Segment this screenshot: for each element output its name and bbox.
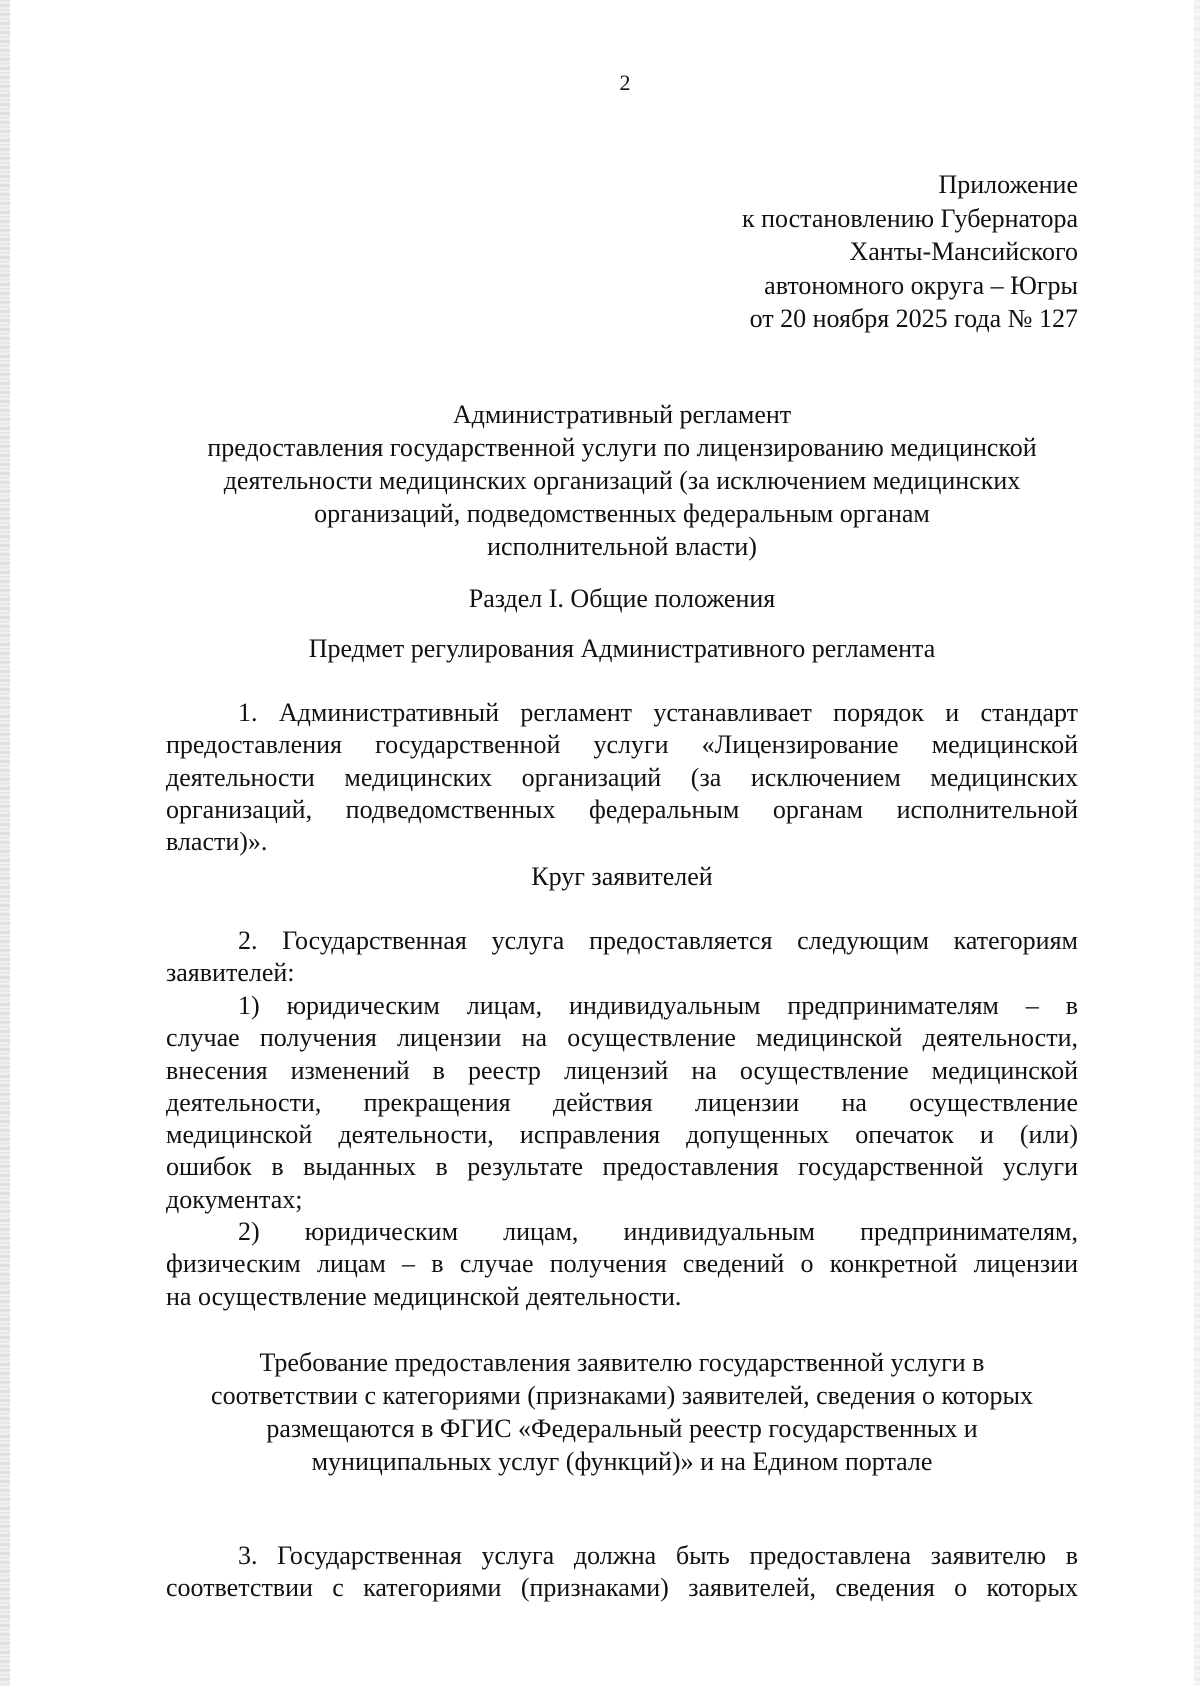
- paragraph-line: на осуществление медицинской деятельности.: [166, 1281, 682, 1311]
- heading-line: Требование предоставления заявителю государственной услуги в: [259, 1348, 985, 1377]
- title-line: организаций, подведомственных федеральным органам: [314, 499, 930, 528]
- paragraph-1: [166, 697, 1078, 858]
- paragraph-line: 1. Административный регламент устанавливает порядок и стандарт: [238, 698, 1078, 727]
- paragraph-line: 3. Государственная услуга должна быть предоставлена заявителю в: [238, 1541, 1078, 1570]
- title-line: деятельности медицинских организаций (за исключением медицинских: [223, 466, 1021, 495]
- paragraph-line: организаций, подведомственных федеральным органам исполнительной: [166, 794, 1078, 824]
- heading-line: размещаются в ФГИС «Федеральный реестр государственных и: [266, 1414, 978, 1443]
- title-line: Административный регламент: [452, 400, 792, 429]
- list-item-1: [166, 990, 1078, 1216]
- applicants-heading: Круг заявителей: [531, 862, 713, 891]
- appendix-block: [742, 168, 1078, 336]
- paragraph-line: 2) юридическим лицам, индивидуальным предпринимателям,: [238, 1217, 1078, 1246]
- heading-line: муниципальных услуг (функций)» и на Едином портале: [311, 1447, 933, 1476]
- appendix-line: от 20 ноября 2025 года № 127: [749, 304, 1078, 333]
- document-title: [166, 398, 1078, 563]
- appendix-line: Ханты-Мансийского: [849, 237, 1078, 266]
- paragraph-line: предоставления государственной услуги «Лицензирование медицинской: [166, 730, 1078, 760]
- paragraph-line: внесения изменений в реестр лицензий на осуществление медицинской: [166, 1055, 1078, 1085]
- paragraph-line: 1) юридическим лицам, индивидуальным предпринимателям – в: [238, 991, 1078, 1020]
- scan-edge-left: [0, 0, 10, 1686]
- requirement-heading: [166, 1346, 1078, 1478]
- paragraph-line: случае получения лицензии на осуществление медицинской деятельности,: [166, 1023, 1078, 1053]
- appendix-line: к постановлению Губернатора: [741, 203, 1078, 233]
- paragraph-line: 2. Государственная услуга предоставляется следующим категориям: [238, 926, 1078, 955]
- section-heading: Раздел I. Общие положения: [468, 584, 776, 613]
- title-line: исполнительной власти): [487, 532, 757, 561]
- paragraph-line: документах;: [166, 1184, 303, 1214]
- paragraph-2: [166, 925, 1078, 990]
- paragraph-line: ошибок в выданных в результате предоставления государственной услуги: [166, 1152, 1078, 1182]
- paragraph-line: власти)».: [166, 827, 268, 857]
- paragraph-line: соответствии с категориями (признаками) заявителей, сведения о которых: [166, 1573, 1078, 1603]
- appendix-line: Приложение: [938, 170, 1078, 199]
- subject-heading: Предмет регулирования Административного регламента: [308, 634, 936, 663]
- paragraph-line: деятельности медицинских организаций (за исключением медицинских: [166, 762, 1078, 792]
- heading-line: соответствии с категориями (признаками) заявителей, сведения о которых: [211, 1381, 1033, 1410]
- page-number: 2: [619, 70, 631, 95]
- appendix-line: автономного округа – Югры: [764, 270, 1078, 300]
- scan-edge-right: [1194, 0, 1200, 1686]
- paragraph-line: заявителей:: [166, 958, 295, 988]
- paragraph-line: медицинской деятельности, исправления допущенных опечаток и (или): [166, 1120, 1078, 1150]
- paragraph-line: физическим лицам – в случае получения сведений о конкретной лицензии: [166, 1249, 1078, 1279]
- paragraph-line: деятельности, прекращения действия лицензии на осуществление: [166, 1087, 1078, 1117]
- paragraph-3: [166, 1540, 1078, 1605]
- list-item-2: [166, 1216, 1078, 1313]
- title-line: предоставления государственной услуги по лицензированию медицинской: [207, 433, 1037, 462]
